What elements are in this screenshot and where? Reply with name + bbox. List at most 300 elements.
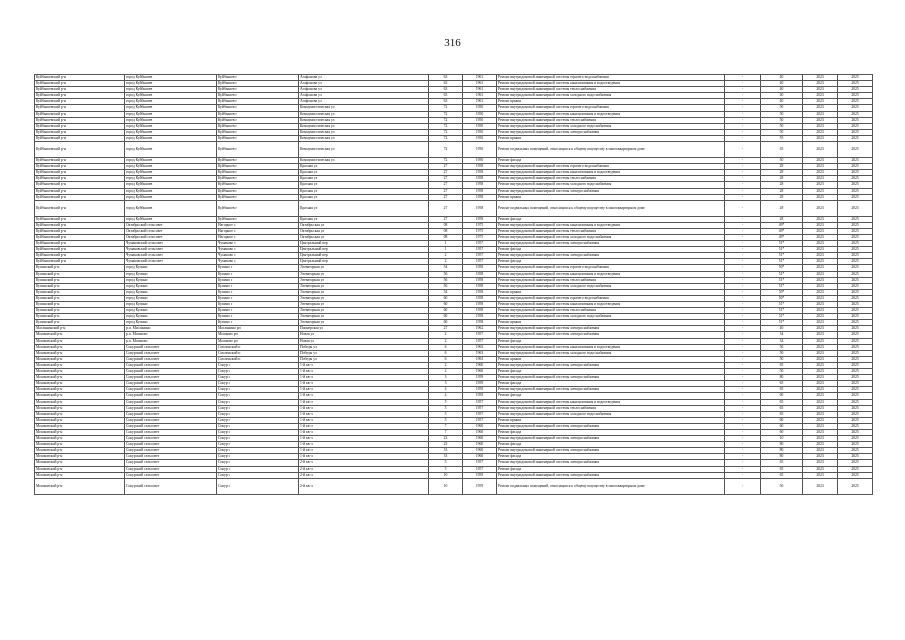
cell-start-year: 2023 bbox=[803, 135, 838, 141]
cell-work-type: Ремонт фасада bbox=[497, 369, 725, 375]
cell-start-year: 2023 bbox=[803, 381, 838, 387]
cell-cost-value: 50 bbox=[761, 369, 803, 375]
cell-district: Куйбышевский р-н bbox=[35, 222, 125, 228]
cell-locality: Купино г bbox=[217, 314, 299, 320]
cell-cost-value: 51* bbox=[761, 277, 803, 283]
cell-cost-value: 65 bbox=[761, 399, 803, 405]
cell-cost-value: 28 bbox=[761, 182, 803, 188]
cell-locality: Смоленский п bbox=[217, 344, 299, 350]
cell-work-type: Ремонт фасада bbox=[497, 429, 725, 435]
cell-house-number: 72 bbox=[429, 142, 463, 158]
cell-cost-value: 51* bbox=[761, 259, 803, 265]
cell-cost-value: 65 bbox=[761, 381, 803, 387]
cell-end-year: 2025 bbox=[838, 253, 873, 259]
cell-municipality: Сокурский сельсовет bbox=[125, 375, 217, 381]
cell-house-number: 56 bbox=[429, 271, 463, 277]
cell-dash-value: - bbox=[725, 170, 761, 176]
cell-street: 1-й кв-л bbox=[299, 381, 429, 387]
cell-locality: Маслянино рп bbox=[217, 326, 299, 332]
cell-street: Октябрьская ул bbox=[299, 222, 429, 228]
cell-district: Мошковский р-н bbox=[35, 350, 125, 356]
cell-work-type: Ремонт подвальных помещений, относящихся к общему имуществу в многоквартирном доме bbox=[497, 478, 725, 494]
cell-dash-value: - bbox=[725, 448, 761, 454]
cell-cost-value: 65 bbox=[761, 362, 803, 368]
cell-locality: Чумаково с bbox=[217, 259, 299, 265]
cell-street: Красная ул bbox=[299, 200, 429, 216]
cell-dash-value: - bbox=[725, 356, 761, 362]
cell-work-type: Ремонт внутридомовой инженерной системы горячего водоснабжения bbox=[497, 164, 725, 170]
cell-work-type: Ремонт внутридомовой инженерной системы теплоснабжения bbox=[497, 277, 725, 283]
cell-build-year: 1958 bbox=[463, 302, 497, 308]
cell-locality: Сокур с bbox=[217, 429, 299, 435]
cell-dash-value: - bbox=[725, 454, 761, 460]
cell-house-number: 08 bbox=[429, 222, 463, 228]
cell-house-number: 72 bbox=[429, 129, 463, 135]
cell-dash-value: - bbox=[725, 99, 761, 105]
cell-street: Агафонова ул bbox=[299, 93, 429, 99]
cell-work-type: Ремонт внутридомовой инженерной системы электроснабжения bbox=[497, 448, 725, 454]
page-number: 316 bbox=[444, 37, 461, 49]
cell-house-number: 08 bbox=[429, 228, 463, 234]
cell-start-year: 2023 bbox=[803, 344, 838, 350]
cell-build-year: 1959 bbox=[463, 478, 497, 494]
cell-build-year: 1963 bbox=[463, 344, 497, 350]
cell-street: Коммунистическая ул bbox=[299, 135, 429, 141]
cell-work-type: Ремонт внутридомовой инженерной системы электроснабжения bbox=[497, 253, 725, 259]
cell-municipality: город Куйбышев bbox=[125, 170, 217, 176]
cell-build-year: 1959 bbox=[463, 393, 497, 399]
cell-district: Куйбышевский р-н bbox=[35, 176, 125, 182]
cell-cost-value: 50 bbox=[761, 129, 803, 135]
cell-district: Куйбышевский р-н bbox=[35, 247, 125, 253]
cell-end-year: 2025 bbox=[838, 135, 873, 141]
cell-build-year: 1960 bbox=[463, 362, 497, 368]
cell-street: Агафонова ул bbox=[299, 75, 429, 81]
cell-house-number: 27 bbox=[429, 176, 463, 182]
cell-street: Новая ул bbox=[299, 338, 429, 344]
cell-start-year: 2023 bbox=[803, 241, 838, 247]
cell-district: Мошковский р-н bbox=[35, 466, 125, 472]
cell-street: Коммунистическая ул bbox=[299, 111, 429, 117]
cell-start-year: 2023 bbox=[803, 142, 838, 158]
cell-house-number: 72 bbox=[429, 135, 463, 141]
cell-house-number: 54 bbox=[429, 289, 463, 295]
cell-district: Куйбышевский р-н bbox=[35, 142, 125, 158]
cell-locality: Мошково рп bbox=[217, 338, 299, 344]
cell-district: Мошковский р-н bbox=[35, 442, 125, 448]
cell-end-year: 2025 bbox=[838, 259, 873, 265]
cell-municipality: Сокурский сельсовет bbox=[125, 436, 217, 442]
cell-work-type: Ремонт внутридомовой инженерной системы электроснабжения bbox=[497, 460, 725, 466]
cell-cost-value: 51* bbox=[761, 314, 803, 320]
cell-end-year: 2025 bbox=[838, 472, 873, 478]
cell-dash-value: - bbox=[725, 222, 761, 228]
cell-locality: Сокур с bbox=[217, 478, 299, 494]
cell-municipality: Сокурский сельсовет bbox=[125, 399, 217, 405]
cell-locality: Сокур с bbox=[217, 423, 299, 429]
cell-start-year: 2023 bbox=[803, 93, 838, 99]
cell-municipality: Октябрьский сельсовет bbox=[125, 228, 217, 234]
cell-house-number: 72 bbox=[429, 117, 463, 123]
cell-municipality: город Купино bbox=[125, 308, 217, 314]
cell-street: Коммунистическая ул bbox=[299, 105, 429, 111]
cell-locality: Купино г bbox=[217, 283, 299, 289]
cell-house-number: 23 bbox=[429, 442, 463, 448]
cell-work-type: Ремонт внутридомовой инженерной системы электроснабжения bbox=[497, 423, 725, 429]
cell-locality: Куйбышев г bbox=[217, 93, 299, 99]
cell-house-number: 27 bbox=[429, 216, 463, 222]
cell-build-year: 1958 bbox=[463, 216, 497, 222]
cell-dash-value: - bbox=[725, 253, 761, 259]
capital-repair-table bbox=[34, 74, 873, 495]
cell-street: 1-й кв-л bbox=[299, 423, 429, 429]
cell-district: Куйбышевский р-н bbox=[35, 111, 125, 117]
cell-build-year: 1957 bbox=[463, 259, 497, 265]
cell-district: Маслянинский р-н bbox=[35, 326, 125, 332]
cell-work-type: Ремонт крыши bbox=[497, 320, 725, 326]
cell-build-year: 1960 bbox=[463, 429, 497, 435]
cell-cost-value: 45 bbox=[761, 142, 803, 158]
cell-house-number: 60 bbox=[429, 302, 463, 308]
cell-start-year: 2023 bbox=[803, 176, 838, 182]
cell-work-type: Ремонт фасада bbox=[497, 216, 725, 222]
cell-build-year: 1958 bbox=[463, 176, 497, 182]
cell-end-year: 2025 bbox=[838, 93, 873, 99]
cell-district: Куйбышевский р-н bbox=[35, 234, 125, 240]
cell-street: Элеваторная ул bbox=[299, 265, 429, 271]
cell-work-type: Ремонт внутридомовой инженерной системы теплоснабжения bbox=[497, 308, 725, 314]
cell-street: Красная ул bbox=[299, 170, 429, 176]
cell-work-type: Ремонт крыши bbox=[497, 356, 725, 362]
cell-build-year: 1958 bbox=[463, 271, 497, 277]
cell-house-number: 7 bbox=[429, 423, 463, 429]
cell-build-year: 1959 bbox=[463, 381, 497, 387]
cell-municipality: Чумаковский сельсовет bbox=[125, 259, 217, 265]
cell-cost-value: 65 bbox=[761, 472, 803, 478]
cell-end-year: 2025 bbox=[838, 247, 873, 253]
cell-street: 2-й кв-л bbox=[299, 466, 429, 472]
cell-district: Купинский р-н bbox=[35, 314, 125, 320]
cell-municipality: р.п. Мошково bbox=[125, 332, 217, 338]
cell-dash-value: - bbox=[725, 142, 761, 158]
cell-district: Куйбышевский р-н bbox=[35, 105, 125, 111]
cell-locality: Сокур с bbox=[217, 393, 299, 399]
cell-build-year: 1957 bbox=[463, 466, 497, 472]
cell-cost-value: 40 bbox=[761, 93, 803, 99]
cell-municipality: город Куйбышев bbox=[125, 142, 217, 158]
cell-build-year: 1950 bbox=[463, 142, 497, 158]
cell-cost-value: 40 bbox=[761, 99, 803, 105]
table-row bbox=[35, 478, 873, 494]
cell-cost-value: 50 bbox=[761, 123, 803, 129]
cell-work-type: Ремонт внутридомовой инженерной системы электроснабжения bbox=[497, 188, 725, 194]
cell-work-type: Ремонт внутридомовой инженерной системы горячего водоснабжения bbox=[497, 295, 725, 301]
cell-dash-value: - bbox=[725, 123, 761, 129]
cell-municipality: Сокурский сельсовет bbox=[125, 356, 217, 362]
cell-municipality: город Куйбышев bbox=[125, 75, 217, 81]
cell-municipality: Чумаковский сельсовет bbox=[125, 247, 217, 253]
cell-end-year: 2025 bbox=[838, 308, 873, 314]
cell-house-number: 2 bbox=[429, 369, 463, 375]
cell-district: Куйбышевский р-н bbox=[35, 188, 125, 194]
cell-street: 1-й кв-л bbox=[299, 454, 429, 460]
cell-municipality: город Купино bbox=[125, 271, 217, 277]
cell-house-number: 33 bbox=[429, 454, 463, 460]
cell-end-year: 2025 bbox=[838, 350, 873, 356]
cell-municipality: Сокурский сельсовет bbox=[125, 393, 217, 399]
cell-dash-value: - bbox=[725, 417, 761, 423]
cell-work-type: Ремонт крыши bbox=[497, 417, 725, 423]
cell-end-year: 2025 bbox=[838, 411, 873, 417]
cell-cost-value: 40 bbox=[761, 81, 803, 87]
cell-start-year: 2023 bbox=[803, 369, 838, 375]
cell-work-type: Ремонт крыши bbox=[497, 194, 725, 200]
cell-municipality: Сокурский сельсовет bbox=[125, 405, 217, 411]
cell-end-year: 2025 bbox=[838, 448, 873, 454]
cell-build-year: 1950 bbox=[463, 123, 497, 129]
cell-start-year: 2023 bbox=[803, 111, 838, 117]
cell-dash-value: - bbox=[725, 111, 761, 117]
cell-build-year: 1959 bbox=[463, 375, 497, 381]
cell-build-year: 1950 bbox=[463, 158, 497, 164]
cell-cost-value: 65 bbox=[761, 466, 803, 472]
cell-municipality: р.п. Мошково bbox=[125, 338, 217, 344]
cell-cost-value: 65 bbox=[761, 411, 803, 417]
cell-work-type: Ремонт внутридомовой инженерной системы электроснабжения bbox=[497, 362, 725, 368]
cell-house-number: 27 bbox=[429, 182, 463, 188]
cell-end-year: 2025 bbox=[838, 75, 873, 81]
cell-dash-value: - bbox=[725, 472, 761, 478]
cell-house-number: 5 bbox=[429, 405, 463, 411]
cell-municipality: город Купино bbox=[125, 265, 217, 271]
cell-locality: Купино г bbox=[217, 302, 299, 308]
cell-work-type: Ремонт внутридомовой инженерной системы канализования и водоотведения bbox=[497, 344, 725, 350]
cell-work-type: Ремонт внутридомовой инженерной системы канализования и водоотведения bbox=[497, 302, 725, 308]
cell-build-year: 1960 bbox=[463, 423, 497, 429]
cell-municipality: город Куйбышев bbox=[125, 129, 217, 135]
cell-work-type: Ремонт подвальных помещений, относящихся к общему имуществу в многоквартирном доме bbox=[497, 142, 725, 158]
cell-cost-value: 50 bbox=[761, 350, 803, 356]
cell-street: Центральный пер bbox=[299, 241, 429, 247]
cell-cost-value: 60 bbox=[761, 429, 803, 435]
cell-street: Победы ул bbox=[299, 350, 429, 356]
cell-municipality: Сокурский сельсовет bbox=[125, 387, 217, 393]
cell-dash-value: - bbox=[725, 188, 761, 194]
cell-cost-value: 51* bbox=[761, 320, 803, 326]
cell-locality: Куйбышев г bbox=[217, 164, 299, 170]
cell-house-number: 6 bbox=[429, 356, 463, 362]
cell-build-year: 1975 bbox=[463, 228, 497, 234]
cell-cost-value: 50* bbox=[761, 295, 803, 301]
cell-street: Элеваторная ул bbox=[299, 302, 429, 308]
cell-dash-value: - bbox=[725, 381, 761, 387]
cell-municipality: Сокурский сельсовет bbox=[125, 454, 217, 460]
cell-start-year: 2023 bbox=[803, 399, 838, 405]
cell-locality: Купино г bbox=[217, 277, 299, 283]
cell-street: Центральный пер bbox=[299, 253, 429, 259]
cell-end-year: 2025 bbox=[838, 194, 873, 200]
cell-locality: Сокур с bbox=[217, 454, 299, 460]
cell-start-year: 2023 bbox=[803, 289, 838, 295]
cell-municipality: Чумаковский сельсовет bbox=[125, 241, 217, 247]
cell-locality: Сокур с bbox=[217, 472, 299, 478]
cell-start-year: 2023 bbox=[803, 356, 838, 362]
cell-end-year: 2025 bbox=[838, 478, 873, 494]
cell-cost-value: 34 bbox=[761, 332, 803, 338]
cell-district: Купинский р-н bbox=[35, 289, 125, 295]
cell-start-year: 2023 bbox=[803, 129, 838, 135]
cell-municipality: Сокурский сельсовет bbox=[125, 344, 217, 350]
cell-start-year: 2023 bbox=[803, 332, 838, 338]
cell-cost-value: 51* bbox=[761, 271, 803, 277]
cell-street: Коммунистическая ул bbox=[299, 142, 429, 158]
cell-cost-value: 49* bbox=[761, 228, 803, 234]
cell-start-year: 2023 bbox=[803, 259, 838, 265]
cell-cost-value: 50 bbox=[761, 356, 803, 362]
cell-district: Мошковский р-н bbox=[35, 375, 125, 381]
cell-start-year: 2023 bbox=[803, 194, 838, 200]
cell-work-type: Ремонт внутридомовой инженерной системы электроснабжения bbox=[497, 375, 725, 381]
cell-dash-value: - bbox=[725, 326, 761, 332]
cell-start-year: 2023 bbox=[803, 75, 838, 81]
cell-house-number: 27 bbox=[429, 200, 463, 216]
cell-district: Купинский р-н bbox=[35, 265, 125, 271]
cell-house-number: 72 bbox=[429, 158, 463, 164]
cell-work-type: Ремонт фасада bbox=[497, 338, 725, 344]
cell-street: Октябрьская ул bbox=[299, 228, 429, 234]
cell-locality: Куйбышев г bbox=[217, 135, 299, 141]
cell-municipality: Сокурский сельсовет bbox=[125, 381, 217, 387]
cell-work-type: Ремонт внутридомовой инженерной системы электроснабжения bbox=[497, 472, 725, 478]
cell-house-number: 63 bbox=[429, 87, 463, 93]
cell-street: 1-й кв-л bbox=[299, 442, 429, 448]
cell-dash-value: - bbox=[725, 277, 761, 283]
cell-end-year: 2025 bbox=[838, 362, 873, 368]
cell-municipality: Сокурский сельсовет bbox=[125, 417, 217, 423]
cell-district: Куйбышевский р-н bbox=[35, 164, 125, 170]
cell-end-year: 2025 bbox=[838, 277, 873, 283]
cell-end-year: 2025 bbox=[838, 123, 873, 129]
cell-end-year: 2025 bbox=[838, 283, 873, 289]
cell-house-number: 60 bbox=[429, 308, 463, 314]
cell-district: Куйбышевский р-н bbox=[35, 194, 125, 200]
cell-dash-value: - bbox=[725, 105, 761, 111]
cell-locality: Купино г bbox=[217, 320, 299, 326]
cell-district: Купинский р-н bbox=[35, 271, 125, 277]
cell-municipality: Сокурский сельсовет bbox=[125, 460, 217, 466]
cell-end-year: 2025 bbox=[838, 271, 873, 277]
cell-district: Мошковский р-н bbox=[35, 369, 125, 375]
cell-street: Новая ул bbox=[299, 332, 429, 338]
cell-end-year: 2025 bbox=[838, 170, 873, 176]
cell-municipality: город Куйбышев bbox=[125, 176, 217, 182]
cell-locality: Куйбышев г bbox=[217, 123, 299, 129]
cell-start-year: 2023 bbox=[803, 387, 838, 393]
cell-house-number: 72 bbox=[429, 123, 463, 129]
cell-dash-value: - bbox=[725, 332, 761, 338]
cell-start-year: 2023 bbox=[803, 170, 838, 176]
cell-start-year: 2023 bbox=[803, 200, 838, 216]
cell-end-year: 2025 bbox=[838, 158, 873, 164]
cell-street: Центральный пер bbox=[299, 259, 429, 265]
cell-build-year: 1961 bbox=[463, 99, 497, 105]
cell-work-type: Ремонт внутридомовой инженерной системы теплоснабжения bbox=[497, 405, 725, 411]
cell-cost-value: 28 bbox=[761, 194, 803, 200]
cell-district: Куйбышевский р-н bbox=[35, 228, 125, 234]
cell-street: Победы ул bbox=[299, 344, 429, 350]
cell-street: Агафонова ул bbox=[299, 87, 429, 93]
cell-dash-value: - bbox=[725, 259, 761, 265]
cell-end-year: 2025 bbox=[838, 381, 873, 387]
cell-end-year: 2025 bbox=[838, 295, 873, 301]
cell-build-year: 1961 bbox=[463, 75, 497, 81]
cell-district: Мошковский р-н bbox=[35, 405, 125, 411]
cell-work-type: Ремонт фасада bbox=[497, 381, 725, 387]
cell-district: Куйбышевский р-н bbox=[35, 170, 125, 176]
cell-house-number: 5 bbox=[429, 399, 463, 405]
cell-start-year: 2023 bbox=[803, 222, 838, 228]
cell-build-year: 1959 bbox=[463, 387, 497, 393]
cell-dash-value: - bbox=[725, 308, 761, 314]
cell-build-year: 1957 bbox=[463, 253, 497, 259]
cell-end-year: 2025 bbox=[838, 129, 873, 135]
cell-cost-value: 28 bbox=[761, 170, 803, 176]
cell-build-year: 1960 bbox=[463, 454, 497, 460]
cell-start-year: 2023 bbox=[803, 247, 838, 253]
cell-cost-value: 60 bbox=[761, 417, 803, 423]
cell-house-number: 60 bbox=[429, 320, 463, 326]
cell-cost-value: 50 bbox=[761, 105, 803, 111]
cell-locality: Куйбышев г bbox=[217, 182, 299, 188]
cell-start-year: 2023 bbox=[803, 320, 838, 326]
cell-work-type: Ремонт внутридомовой инженерной системы холодного водоснабжения bbox=[497, 234, 725, 240]
cell-build-year: 1958 bbox=[463, 170, 497, 176]
table-row bbox=[35, 200, 873, 216]
cell-start-year: 2023 bbox=[803, 448, 838, 454]
cell-house-number: 08 bbox=[429, 234, 463, 240]
cell-start-year: 2023 bbox=[803, 295, 838, 301]
cell-end-year: 2025 bbox=[838, 436, 873, 442]
cell-street: 2-й кв-л bbox=[299, 478, 429, 494]
cell-municipality: город Куйбышев bbox=[125, 105, 217, 111]
cell-build-year: 1960 bbox=[463, 436, 497, 442]
cell-end-year: 2025 bbox=[838, 164, 873, 170]
cell-district: Мошковский р-н bbox=[35, 344, 125, 350]
cell-street: Красная ул bbox=[299, 182, 429, 188]
cell-street: Элеваторная ул bbox=[299, 283, 429, 289]
cell-work-type: Ремонт внутридомовой инженерной системы холодного водоснабжения bbox=[497, 182, 725, 188]
cell-start-year: 2023 bbox=[803, 436, 838, 442]
cell-house-number: 54 bbox=[429, 265, 463, 271]
cell-house-number: 2 bbox=[429, 332, 463, 338]
cell-start-year: 2023 bbox=[803, 271, 838, 277]
cell-district: Купинский р-н bbox=[35, 283, 125, 289]
cell-start-year: 2023 bbox=[803, 283, 838, 289]
cell-start-year: 2023 bbox=[803, 442, 838, 448]
cell-locality: Купино г bbox=[217, 295, 299, 301]
cell-locality: Смоленский п bbox=[217, 356, 299, 362]
cell-municipality: Сокурский сельсовет bbox=[125, 448, 217, 454]
cell-house-number: 63 bbox=[429, 93, 463, 99]
cell-locality: Куйбышев г bbox=[217, 188, 299, 194]
cell-end-year: 2025 bbox=[838, 393, 873, 399]
cell-dash-value: - bbox=[725, 271, 761, 277]
cell-house-number: 6 bbox=[429, 350, 463, 356]
cell-locality: Куйбышев г bbox=[217, 75, 299, 81]
cell-district: Купинский р-н bbox=[35, 277, 125, 283]
table-body bbox=[35, 75, 873, 495]
cell-locality: Куйбышев г bbox=[217, 81, 299, 87]
